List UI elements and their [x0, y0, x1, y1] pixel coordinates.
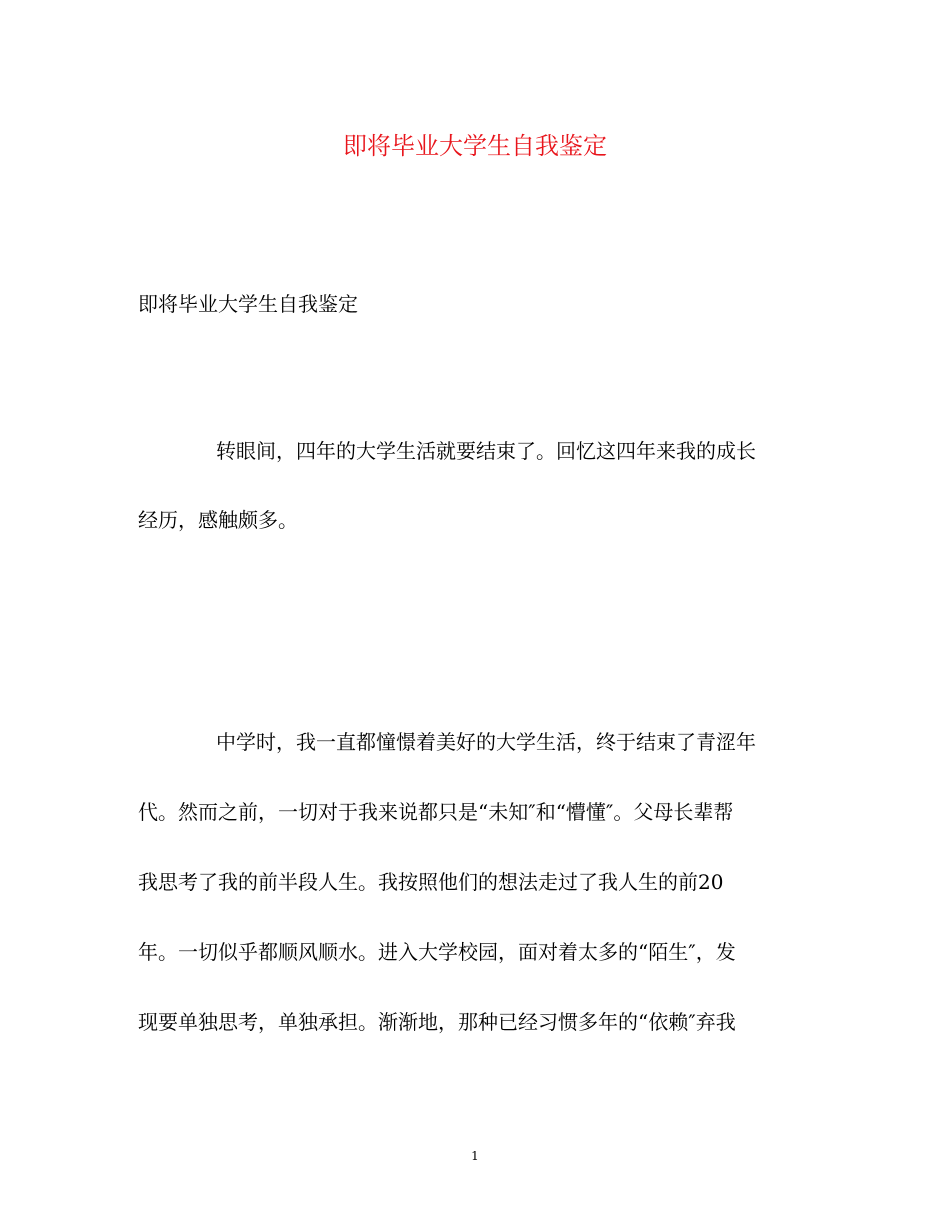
paragraph-2-line-1: 中学时，我一直都憧憬着美好的大学生活，终于结束了青涩年	[216, 730, 756, 754]
paragraph-1-line-1: 转眼间，四年的大学生活就要结束了。回忆这四年来我的成长	[216, 439, 756, 463]
section-heading: 即将毕业大学生自我鉴定	[138, 292, 358, 316]
paragraph-2-line-2: 代。然而之前，一切对于我来说都只是“未知″和“懵懂″。父母长辈帮	[138, 800, 734, 824]
page-number: 1	[471, 1149, 479, 1163]
paragraph-2-line-3: 我思考了我的前半段人生。我按照他们的想法走过了我人生的前20	[138, 870, 724, 894]
paragraph-2-line-4: 年。一切似乎都顺风顺水。进入大学校园，面对着太多的“陌生″，发	[138, 940, 736, 964]
paragraph-2-line-5: 现要单独思考，单独承担。渐渐地，那种已经习惯多年的“依赖″弃我	[138, 1010, 736, 1034]
document-title: 即将毕业大学生自我鉴定	[343, 132, 607, 160]
paragraph-1-line-2: 经历，感触颇多。	[138, 508, 298, 532]
